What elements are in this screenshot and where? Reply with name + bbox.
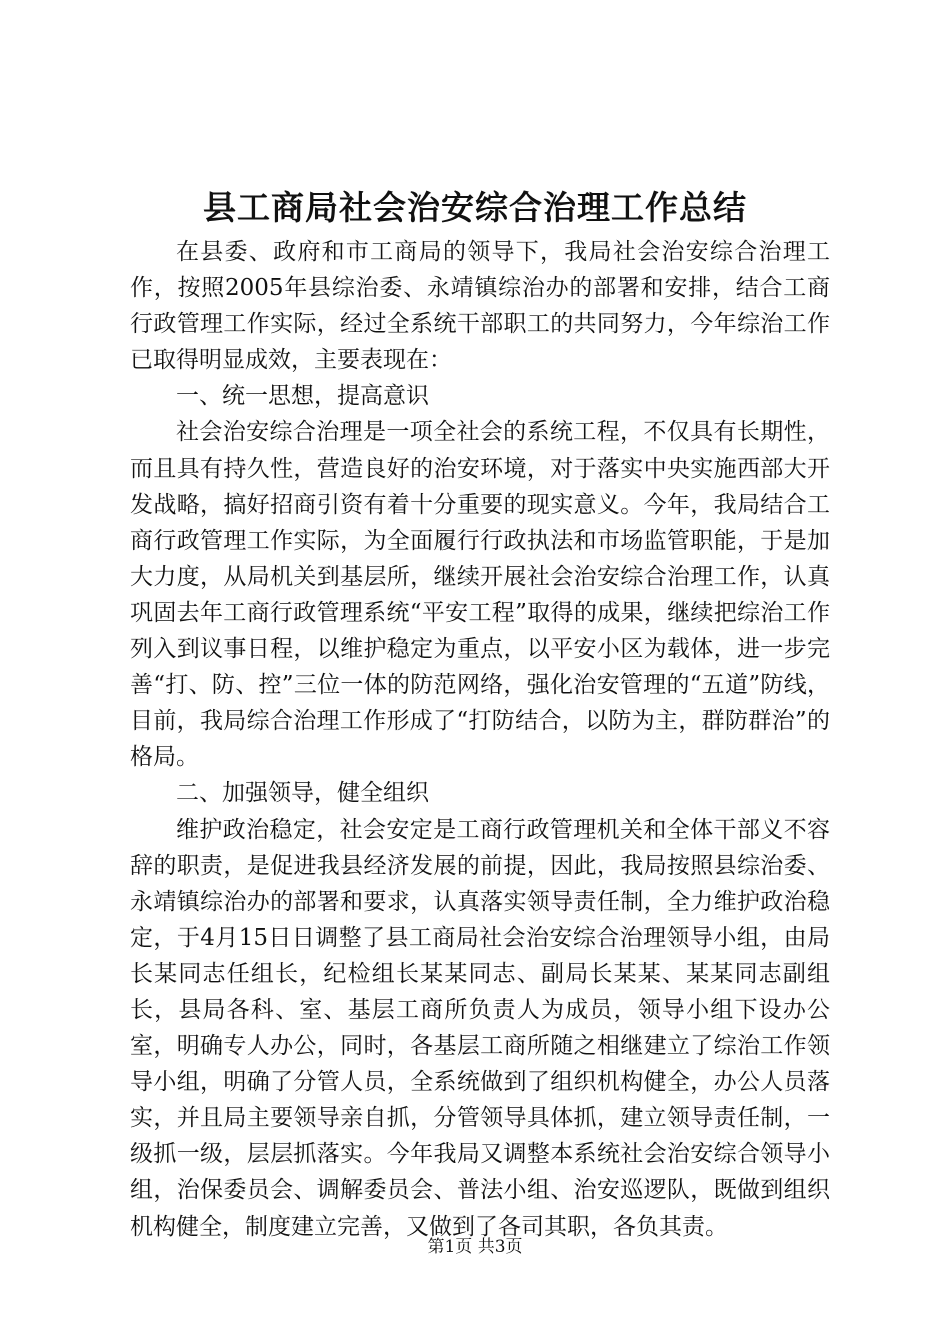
section-heading-1: 一、统一思想，提高意识 — [176, 383, 429, 410]
section-heading-2: 二、加强领导，健全组织 — [176, 780, 429, 807]
paragraph-intro: 在县委、政府和市工商局的领导下，我局社会治安综合治理工作，按照2005年县综治委、永靖镇综治办的部署和安排，结合工商行政管理工作实际，经过全系统干部职工的共同努力，今年综治工作已取得明显成效，主要表现在： — [130, 239, 830, 374]
document-title: 县工商局社会治安综合治理工作总结 — [203, 188, 747, 227]
page-number-footer: 第1页 共3页 — [427, 1237, 523, 1257]
paragraph-section-1: 社会治安综合治理是一项全社会的系统工程，不仅具有长期性，而且具有持久性，营造良好的治安环境，对于落实中央实施西部大开发战略，搞好招商引资有着十分重要的现实意义。今年，我局结合工商行政管理工作实际，为全面履行行政执法和市场监管职能，于是加大力度，从局机关到基层所，继续开展社会治安综合治理工作，认真巩固去年工商行政管理系统“平安工程”取得的成果，继续把综治工作列入到议事日程，以维护稳定为重点，以平安小区为载体，进一步完善“打、防、控”三位一体的防范网络，强化治安管理的“五道”防线，目前，我局综合治理工作形成了“打防结合，以防为主，群防群治”的格局。 — [130, 419, 830, 771]
paragraph-section-2: 维护政治稳定，社会安定是工商行政管理机关和全体干部义不容辞的职责，是促进我县经济发展的前提，因此，我局按照县综治委、永靖镇综治办的部署和要求，认真落实领导责任制，全力维护政治稳定，于4月15日日调整了县工商局社会治安综合治理领导小组，由局长某同志任组长，纪检组长某某同志、副局长某某、某某同志副组长，县局各科、室、基层工商所负责人为成员，领导小组下设办公室，明确专人办公，同时，各基层工商所随之相继建立了综治工作领导小组，明确了分管人员，全系统做到了组织机构健全，办公人员落实，并且局主要领导亲自抓，分管领导具体抓，建立领导责任制，一级抓一级，层层抓落实。今年我局又调整本系统社会治安综合领导小组，治保委员会、调解委员会、普法小组、治安巡逻队，既做到组织机构健全，制度建立完善，又做到了各司其职，各负其责。 — [130, 816, 830, 1240]
document-body — [130, 234, 830, 1245]
